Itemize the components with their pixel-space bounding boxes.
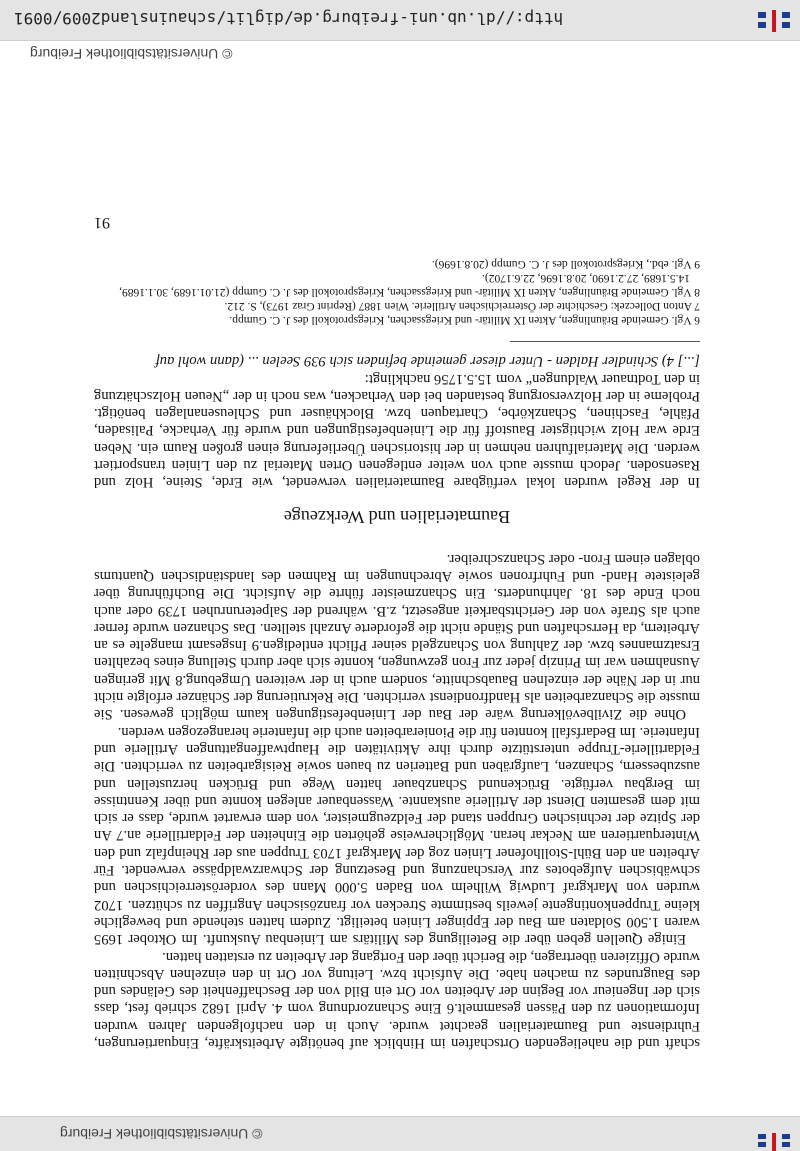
university-logo-icon xyxy=(746,1117,796,1151)
quote-paragraph xyxy=(94,352,700,369)
document-body xyxy=(94,193,700,1051)
body-paragraph: Einige Quellen geben über die Beteiligung des Militärs am Linienbau Auskunft. Im Oktober 1695 waren 1.500 Soldaten am Bau der Eppinger Linien beteiligt. Zudem hatten stehende und bewegliche kleine Truppenkontingente jeweils bestimmte Strecken vor französischen Angriffen zu schützen. 1702 wurden von Markgraf Ludwig Wilhelm von Baden 5.000 Mann des vorderösterreichischen und schwäbischen Aufgebotes zur Verschanzung und Besetzung der Schwarzwaldpässe verwendet. Für Arbeiten an den Bühl-Stollhofener Linien zog der Markgraf 1703 Truppen aus der Rheinpfalz und den Winterquartieren am Neckar heran. Möglicherweise gehörten die Einheiten der Feldartillerie an.7 An der Spitze der technischen Gruppen stand der Feldzeugmeister, von dem erwartet wurde, dass er sich mit dem gesamten Dienst der Artillerie auskannte. Wassenbauer anlegen konnte und über Kenntnisse im Bergbau verfügte. Brückenund Schanzbauer hatten Wege und Brücken herzustellen und auszubessern, Schanzen, Laufgräben und Batterien zu bauen sowie Reisigarbeiten zu verrichten. Die Feldartillerie-Truppe unterstützte durch ihre Aktivitäten die Hauptwaffengattungen Artillerie und Infanterie. Im Bedarfsfall konnten für die Pionierarbeiten auch die Infanterie herangezogen werden. xyxy=(94,723,700,948)
footer-url[interactable]: http://dl.ub.uni-freiburg.de/diglit/schauinsland2009/0091 xyxy=(14,9,564,28)
footnote: 6 Vgl. Gemeinde Bräunlingen, Akten IX Militär- und Kriegssachen, Kriegsprotokoll des J. C. Gumpp. xyxy=(229,314,700,327)
library-credit-bottom: © Universitätsbibliothek Freiburg xyxy=(30,46,233,62)
body-paragraph: In der Regel wurden lokal verfügbare Baumaterialien verwendet, wie Erde, Steine, Holz und Rasensoden. Jedoch musste auch von weiter entlegenen Orten Material zu den Linien transportiert werden. Die Materialfuhren nehmen in der historischen Überlieferung einen großen Raum ein. Neben Erde war Holz wichtigster Baustoff für die Linienbefestigungen und wurde für Verhacke, Palisaden, Pfähle, Faschinen, Schanzkörbe, Chartaquen bzw. Blockhäuser und Schleusenanlagen benötigt. Probleme in der Holzversorgung bestanden bei den Verhacken, was noch in der „Neuen Holzschätzung in den Todtnauer Waldungen“ vom 15.5.1756 nachklingt: xyxy=(94,370,700,491)
footnote: 7 Anton Dolleczek: Geschichte der Österreichischen Artillerie. Wien 1887 (Reprint Graz 1973), S. 212. xyxy=(224,300,700,313)
quote-text: [...] 4) Schindler Halden - Unter dieser gemeinde befinden sich 939 Seelen ... (dann wohl auf xyxy=(155,353,700,370)
university-logo-icon xyxy=(746,0,796,32)
library-credit-top: © Universitätsbibliothek Freiburg xyxy=(60,1126,263,1142)
body-paragraph: schaft und die naheliegenden Ortschaften im Hinblick auf benötigte Arbeitskräfte, Einquartierungen, Fuhrdienste und Baumaterialien geachtet wurde. Auch in den nachfolgenden Jahren wurden Informationen zu den Pässen gesammelt.6 Eine Schanzordnung vom 4. April 1682 schrieb fest, dass sich der Ingenieur vor Beginn der Arbeiten vor Ort ein Bild von der Beschaffenheit des Geländes und des Baugrundes zu machen habe. Die Aufsicht bzw. Leitung vor Ort in den einzelnen Abschnitten wurde Offizieren übertragen, die Bericht über den Fortgang der Arbeiten zu erstatten hatten. xyxy=(94,948,700,1051)
footnote: 9 Vgl. ebd., Kriegsprotokoll des J. C. Gumpp (20.8.1696). xyxy=(431,258,700,271)
footnote-rule xyxy=(510,341,700,342)
footnote: 8 Vgl. Gemeinde Bräunlingen, Akten IX Militär- und Kriegssachen, Kriegsprotokoll des J. C. Gumpp (21.01.1689, 30.1.1689, 14.5.1689, 27.2.1690, 20.8.1696, 22.6.1702). xyxy=(119,272,700,299)
page-footer-bar xyxy=(0,0,800,62)
section-heading: Baumaterialien und Werkzeuge xyxy=(283,507,511,528)
page-number: 91 xyxy=(94,214,110,232)
page-header-bar xyxy=(0,1116,800,1151)
body-paragraph: Ohne die Zivilbevölkerung wäre der Bau der Linienbefestigungen kaum möglich gewesen. Sie musste die Schanzarbeiten als Handfrondienst verrichten. Die Rekrutierung der Schänzer erfolgte nicht nur in der Nähe der einzelnen Bauabschnitte, sondern auch in der weiteren Umgebung.8 Mit geringen Ausnahmen war im Prinzip jeder zur Fron gezwungen, konnte sich aber durch Stellung eines bezahlten Ersatzmannes bzw. der Zahlung von Schanzgeld seiner Pflicht entledigen.9 Insgesamt mangelte es an Arbeitern, da Herrschaften und Stände nicht die geforderte Anzahl stellten. Das Schanzen wurde ferner auch als Strafe von der Gerichtsbarkeit angesetzt, z.B. während der Salpeterunruhen 1739 oder auch noch Ende des 18. Jahrhunderts. Ein Schanzmeister führte die Aufsicht. Die Buchführung über geleistete Hand- und Fuhrfronen sowie Abrechnungen im Rahmen des landständischen Quantums oblagen einem Fron- oder Schanzschreiber. xyxy=(94,550,700,723)
footnotes xyxy=(94,257,700,327)
